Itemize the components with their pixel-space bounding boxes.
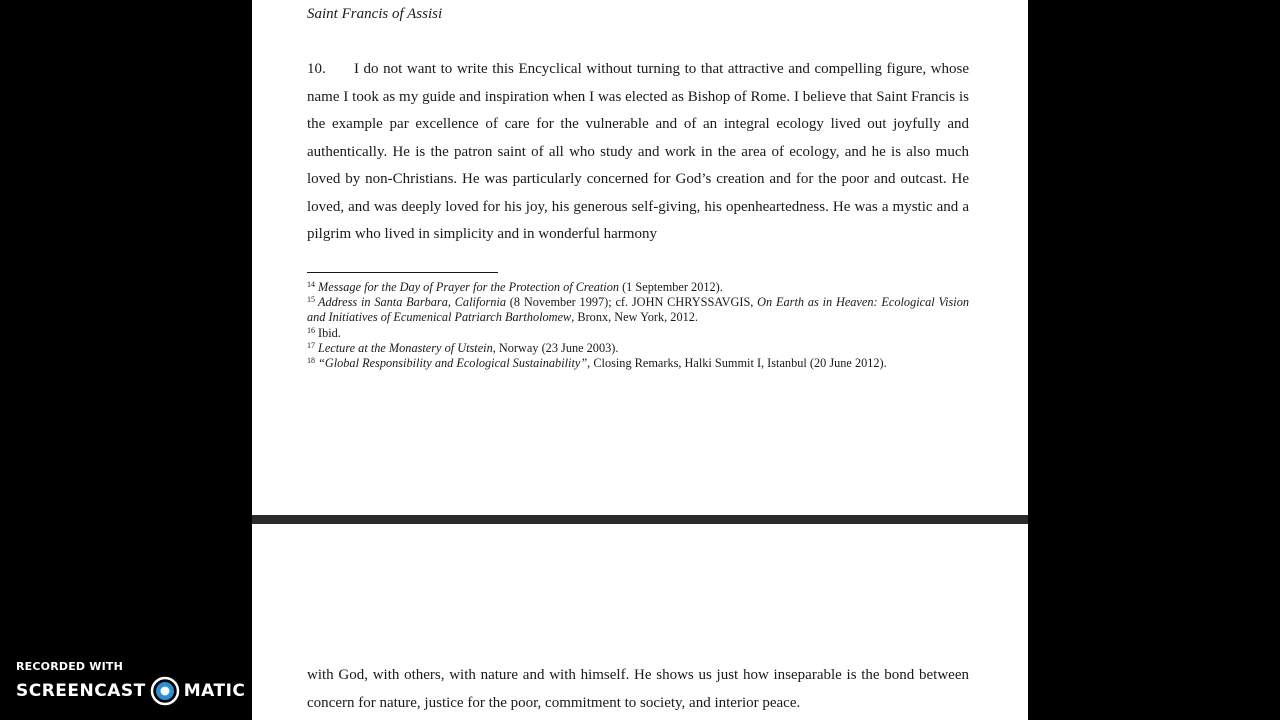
footnote-text: Ibid. xyxy=(318,325,341,340)
footnote-title: Message for the Day of Prayer for the Protection of Creation xyxy=(318,280,619,294)
footnote-16 xyxy=(307,326,969,341)
footnote-number: 18 xyxy=(307,356,315,366)
screencast-watermark xyxy=(16,660,245,706)
document-page-2 xyxy=(252,524,1028,720)
record-button-icon xyxy=(150,676,180,706)
document-page-1 xyxy=(252,0,1028,515)
footnotes xyxy=(307,280,969,371)
brand-right-text: MATIC xyxy=(183,681,246,701)
paragraph-number: 10. xyxy=(307,61,326,77)
footnote-text: (8 November 1997); cf. JOHN CHRYSSAVGIS, xyxy=(505,295,758,310)
footnote-title: Lecture at the Monastery of Utstein xyxy=(318,340,493,355)
footnote-number: 14 xyxy=(307,280,315,289)
footnote-separator xyxy=(307,272,498,273)
footnote-text: , Closing Remarks, Halki Summit I, Istanbul (20 June 2012). xyxy=(587,356,887,371)
recorded-with-label: RECORDED WITH xyxy=(16,660,124,673)
page-separator xyxy=(252,515,1028,524)
footnote-17 xyxy=(307,341,969,356)
footnote-title: “Global Responsibility and Ecological Sustainability” xyxy=(318,356,588,371)
footnote-14 xyxy=(307,280,969,295)
paragraph-10 xyxy=(307,56,969,249)
brand-left-text: SCREENCAST xyxy=(16,681,146,701)
footnote-text: , Norway (23 June 2003). xyxy=(492,340,619,355)
footnote-book-title: On Earth as in Heaven: Ecological Vision and Initiatives of Ecumenical Patriarch Bartholomew xyxy=(307,295,969,325)
footnote-18 xyxy=(307,356,969,371)
footnote-title: Address in Santa Barbara, California xyxy=(318,295,506,310)
footnote-text: (1 September 2012). xyxy=(619,280,723,294)
brand-row xyxy=(16,676,245,706)
section-heading: Saint Francis of Assisi xyxy=(307,6,443,22)
footnote-number: 16 xyxy=(307,325,315,335)
footnote-number: 15 xyxy=(307,295,315,305)
paragraph-text: I do not want to write this Encyclical without turning to that attractive and compelling figure, whose name I took as my guide and inspiration when I was elected as Bishop of Rome. I believe that Saint Francis is the example par excellence of care for the vulnerable and of an integral ecology lived out joyfully and authentically. He is the patron saint of all who study and work in the area of ecology, and he is also much loved by non-Christians. He was particularly concerned for God’s creation and for the poor and outcast. He loved, and was deeply loved for his joy, his generous self-giving, his openheartedness. He was a mystic and a pilgrim who lived in simplicity and in wonderful harmony xyxy=(307,61,969,242)
footnote-text-end: , Bronx, New York, 2012. xyxy=(571,310,698,325)
footnote-number: 17 xyxy=(307,340,315,350)
paragraph-continuation: with God, with others, with nature and with himself. He shows us just how inseparable is the bond between concern for nature, justice for the poor, commitment to society, and interior peace. xyxy=(307,667,969,711)
footnote-15 xyxy=(307,295,969,325)
